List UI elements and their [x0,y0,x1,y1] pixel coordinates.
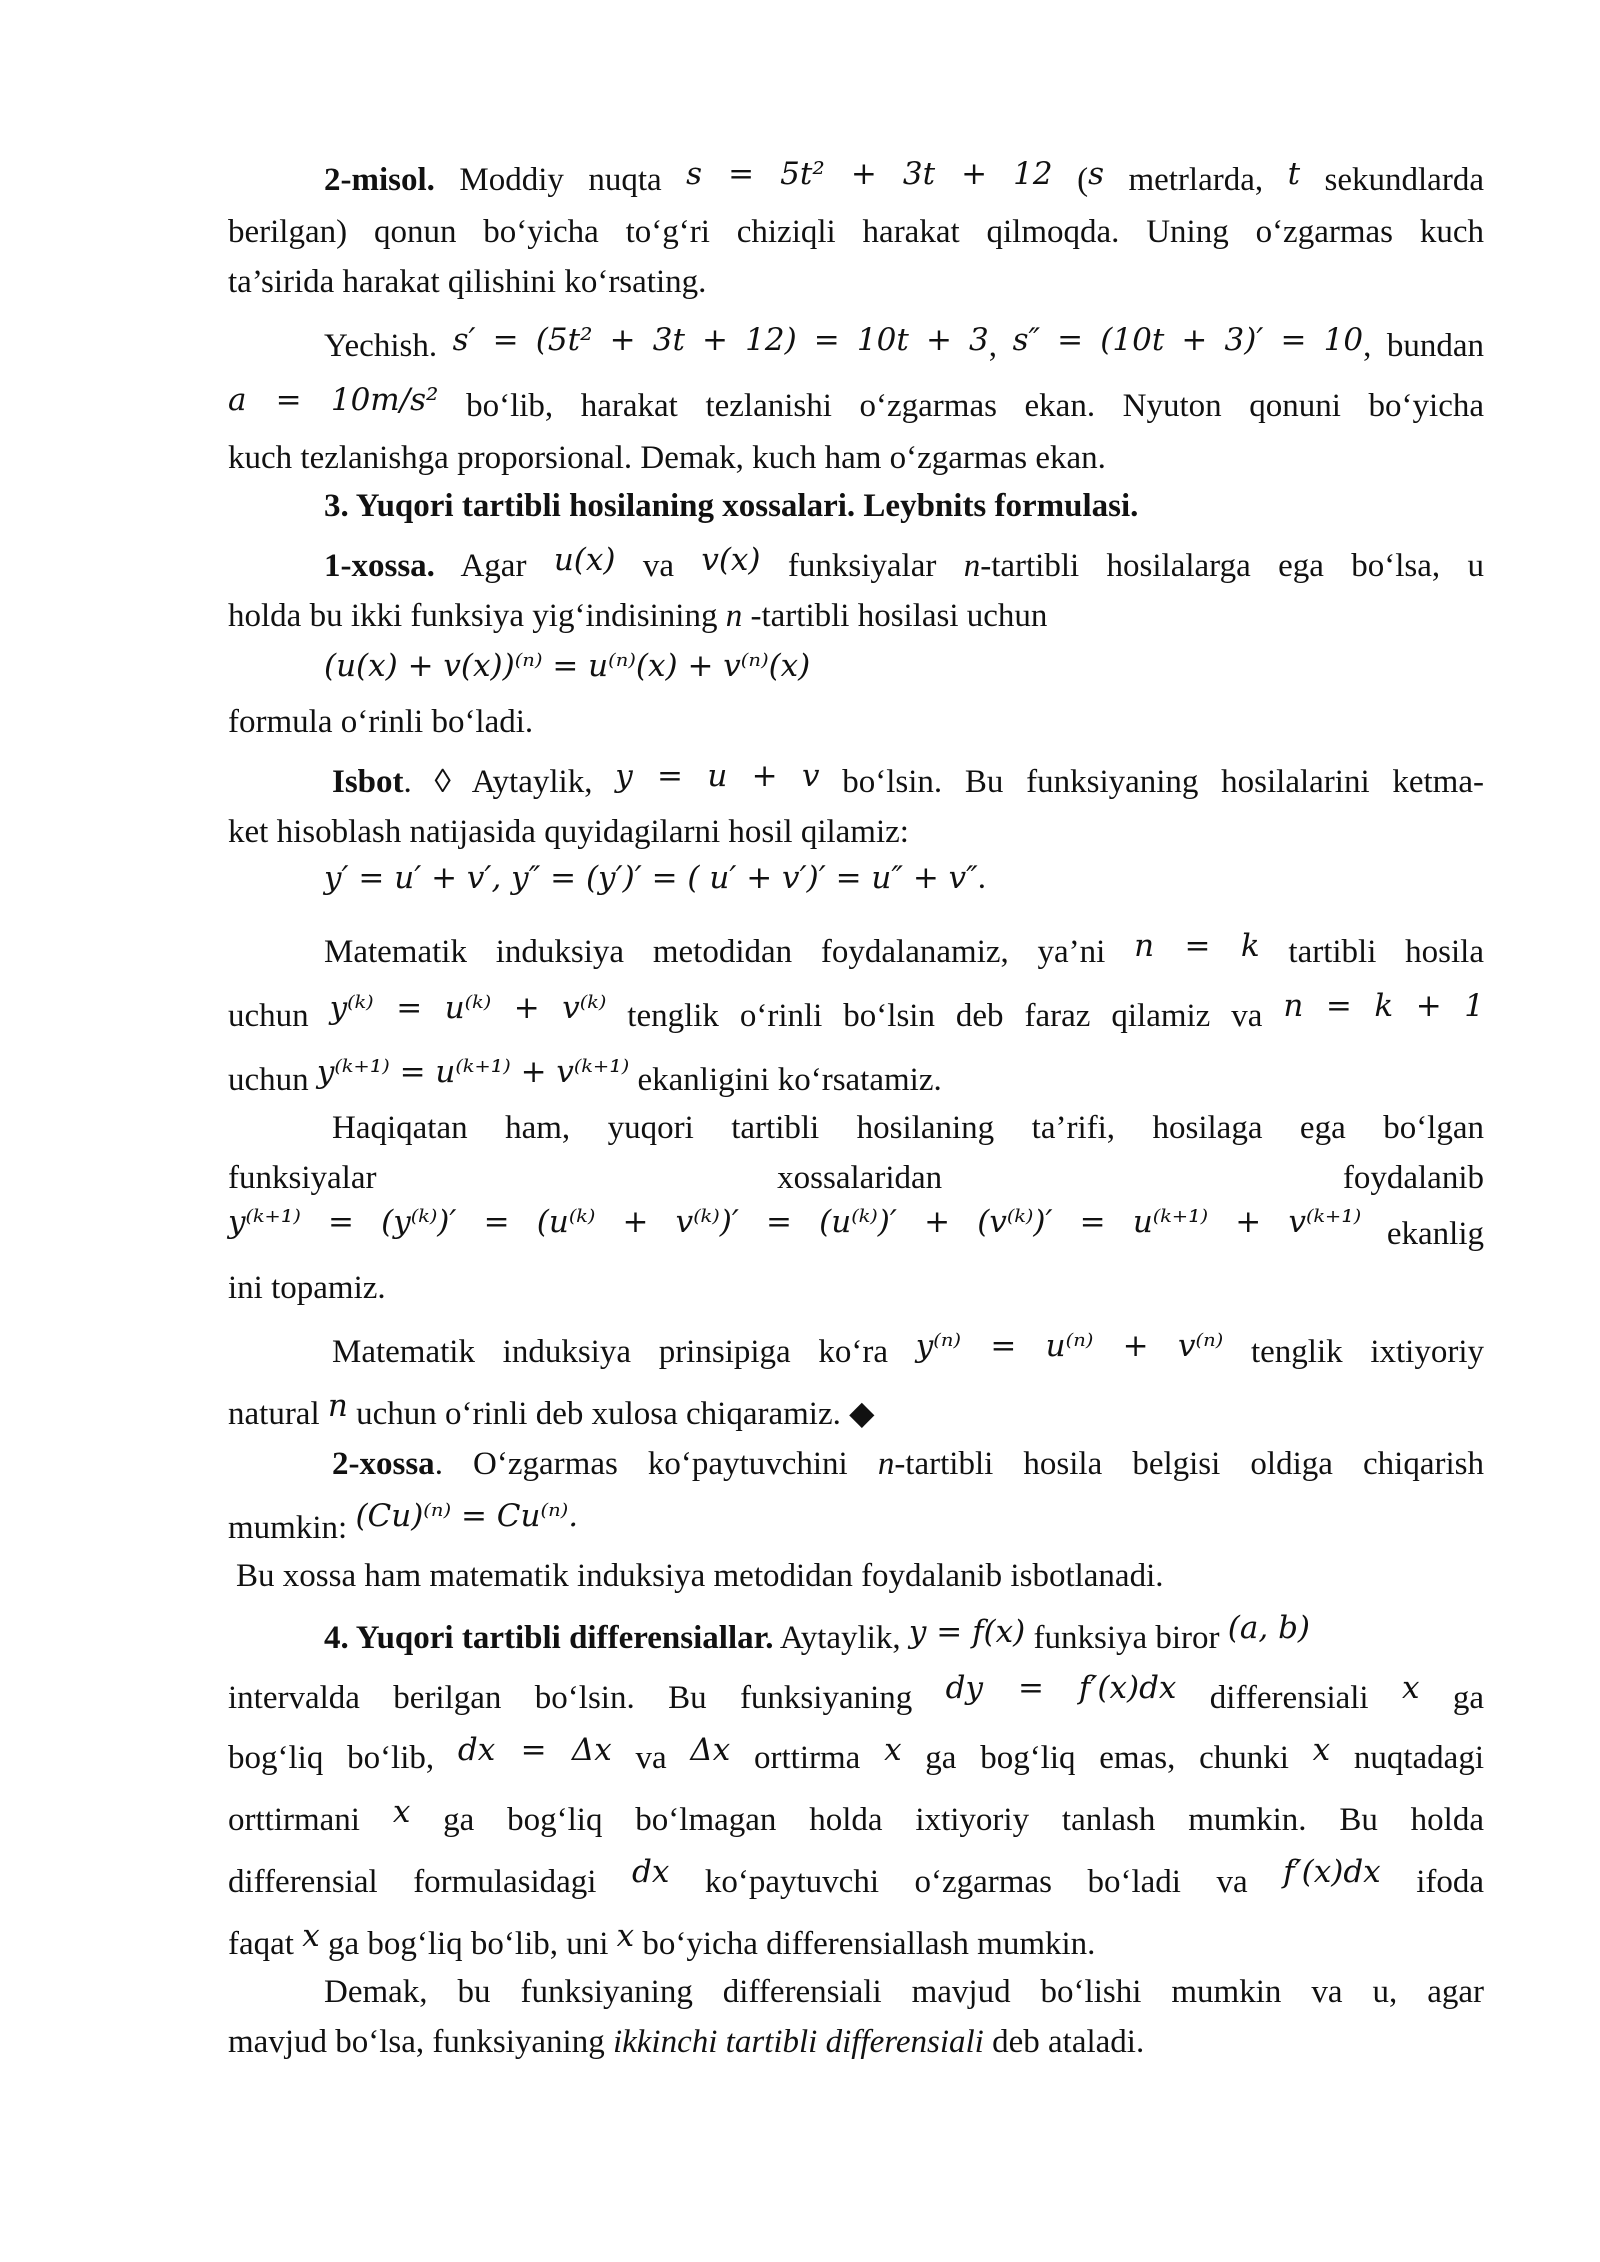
math-formula: y = f(x) [908,1614,1026,1650]
text-line [228,1972,1484,2012]
text-line [228,702,1484,742]
body-text: ko‘paytuvchi o‘zgarmas bo‘ladi va [669,1864,1284,1900]
text-line [228,1918,1484,1964]
body-text: Moddiy nuqta [434,162,687,198]
body-text: ga bog‘liq bo‘lmagan holda ixtiyoriy tanlash mumkin. Bu holda [410,1802,1484,1838]
body-text: mumkin: [228,1510,356,1546]
body-text: ini topamiz. [228,1270,386,1306]
body-text: . O‘zgarmas ko‘paytuvchini [434,1446,878,1482]
body-text: tenglik o‘rinli bo‘lsin deb faraz qilamiz va [606,998,1284,1034]
text-line [228,542,1484,586]
math-formula: v(x) [701,542,761,578]
math-formula: dx = Δx [457,1732,612,1768]
body-text: bo‘yicha differensiallash mumkin. [634,1926,1096,1962]
math-formula: y⁽ᵏ⁺¹⁾ = (y⁽ᵏ⁾)′ = (u⁽ᵏ⁾ + v⁽ᵏ⁾)′ = (u⁽ᵏ⁾)′ + (v⁽ᵏ⁾)′ = u⁽ᵏ⁺¹⁾ + v⁽ᵏ⁺¹⁾ [228,1204,1362,1240]
body-text: Bu xossa ham matematik induksiya metodidan foydalanib isbotlanadi. [236,1558,1164,1594]
bold-heading: 4. Yuqori tartibli differensiallar. [324,1620,774,1656]
body-text: funksiya biror [1025,1620,1228,1656]
text-line [228,322,1484,366]
body-text: Agar [434,548,554,584]
body-text: ta’sirida harakat qilishini ko‘rsating. [228,264,707,300]
body-text: Matematik induksiya metodidan foydalanamiz, ya’ni [324,934,1135,970]
body-text: holda bu ikki funksiya yig‘indisining [228,598,726,634]
body-text: ga bog‘liq bo‘lib, uni [319,1926,617,1962]
body-text: natural [228,1396,328,1432]
math-formula: s [1088,156,1104,192]
body-text: ifoda [1380,1864,1485,1900]
body-text: va [615,548,702,584]
math-formula: s″ = (10t + 3)′ = 10 [1012,322,1364,358]
math-formula: x [1401,1670,1420,1706]
math-formula: s′ = (5t² + 3t + 12) = 10t + 3 [452,322,989,358]
body-text: uchun [228,998,330,1034]
body-text: bo‘lsin. Bu funksiyaning hosilalarini ketma- [819,764,1484,800]
text-line [228,1388,1484,1434]
body-text: bog‘liq bo‘lib, [228,1740,458,1776]
body-text: tartibli hosila [1259,934,1484,970]
body-text: bo‘lib, harakat tezlanishi o‘zgarmas ekan. Nyuton qonuni bo‘yicha [438,388,1484,424]
text-line [228,1328,1484,1372]
math-formula: n = k + 1 [1283,988,1484,1024]
body-text: ga [1419,1680,1484,1716]
body-text: differensial formulasidagi [228,1864,633,1900]
body-text: faqat [228,1926,303,1962]
text-line [228,156,1484,200]
math-formula: (u(x) + v(x))⁽ⁿ⁾ = u⁽ⁿ⁾(x) + v⁽ⁿ⁾(x) [324,648,811,684]
text-line [228,988,1484,1036]
bold-heading: 1-xossa. [324,548,435,584]
text-line [228,1556,1484,1596]
text-line [228,1108,1484,1148]
body-text: nuqtadagi [1330,1740,1484,1776]
math-formula: y = u + v [615,758,820,794]
bold-heading: Isbot [332,764,404,800]
text-line [228,1732,1484,1778]
text-line [228,596,1484,636]
body-text: ekanligini ko‘rsatamiz. [629,1062,942,1098]
body-text: intervalda berilgan bo‘lsin. Bu funksiyaning [228,1680,946,1716]
body-text: -tartibli hosilasi uchun [742,598,1048,634]
text-line [228,262,1484,302]
body-text: funksiyalar [760,548,964,584]
body-text: Matematik induksiya prinsipiga ko‘ra [332,1334,916,1370]
body-text: tenglik ixtiyoriy [1223,1334,1484,1370]
text-line [228,382,1484,426]
text-line [228,646,1484,686]
math-formula: x [1312,1732,1331,1768]
body-text: va [611,1740,691,1776]
math-formula: dx [632,1854,670,1890]
text-line [228,1158,1484,1198]
italic-text: n [725,598,743,634]
italic-text: n [963,548,981,584]
bold-heading: 2-misol. [324,162,435,198]
italic-text: ikkinchi tartibli differensiali [612,2024,984,2060]
math-formula: t [1287,156,1301,192]
text-line [228,1794,1484,1840]
body-text: berilgan) qonun bo‘yicha to‘g‘ri chiziqli harakat qilmoqda. Uning o‘zgarmas kuch [228,214,1484,250]
body-text: ga bog‘liq emas, chunki [901,1740,1313,1776]
bold-heading: 3. Yuqori tartibli hosilaning xossalari. Leybnits formulasi. [324,488,1139,524]
body-text: orttirmani [228,1802,393,1838]
body-text: -tartibli hosila belgisi oldiga chiqarish [894,1446,1484,1482]
text-line [228,438,1484,478]
text-line [228,1204,1484,1254]
math-formula: y′ = u′ + v′, y″ = (y′)′ = ( u′ + v′)′ = u″ + v″ [324,860,978,896]
body-text: ket hisoblash natijasida quyidagilarni hosil qilamiz: [228,814,909,850]
body-text: uchun o‘rinli deb xulosa chiqaramiz. ◆ [347,1396,875,1432]
body-text: Demak, bu funksiyaning differensiali mavjud bo‘lishi mumkin va u, agar [324,1974,1484,2010]
text-line [228,212,1484,252]
math-formula: y⁽ⁿ⁾ = u⁽ⁿ⁾ + v⁽ⁿ⁾ [915,1328,1224,1364]
text-line [228,812,1484,852]
body-text: , bundan [1363,328,1484,364]
body-text: sekundlarda [1300,162,1484,198]
text-line [228,928,1484,972]
body-text: uchun [228,1062,317,1098]
body-text: Haqiqatan ham, yuqori tartibli hosilaning ta’rifi, hosilaga ega bo‘lgan [332,1110,1484,1146]
math-formula: x [392,1794,411,1830]
body-text: -tartibli hosilalarga ega bo‘lsa, u [980,548,1484,584]
body-text: kuch tezlanishga proporsional. Demak, kuch ham o‘zgarmas ekan. [228,440,1106,476]
body-text: ekanlig [1361,1216,1484,1252]
math-formula: n [327,1388,348,1424]
text-line [228,1268,1484,1308]
math-formula: (a, b) [1227,1610,1311,1646]
math-formula: x [616,1918,635,1954]
text-line [228,2022,1484,2062]
body-text: deb ataladi. [983,2024,1145,2060]
text-line [228,1054,1484,1100]
text-line [228,1498,1484,1548]
body-text: Yechish. [324,328,453,364]
text-line [228,1854,1485,1902]
math-formula: Δx [690,1732,731,1768]
body-text: funksiyalar xossalaridan foydalanib [228,1160,1484,1196]
text-line [228,1444,1484,1484]
body-text: orttirma [730,1740,885,1776]
math-formula: a = 10m/s² [228,382,439,418]
math-formula: x [302,1918,320,1954]
math-formula: y⁽ᵏ⁾ = u⁽ᵏ⁾ + v⁽ᵏ⁾ [329,990,607,1026]
text-line [228,1610,1484,1658]
text-line [228,486,1484,526]
math-formula: (Cu)⁽ⁿ⁾ = Cu⁽ⁿ⁾. [355,1498,579,1534]
body-text: formula o‘rinli bo‘ladi. [228,704,534,740]
math-formula: u(x) [553,542,616,578]
body-text: , [988,328,1013,364]
body-text: mavjud bo‘lsa, funksiyaning [228,2024,613,2060]
body-text: . ◊ Aytaylik, [403,764,616,800]
body-text: metrlarda, [1103,162,1288,198]
math-formula: x [884,1732,902,1768]
math-formula: y⁽ᵏ⁺¹⁾ = u⁽ᵏ⁺¹⁾ + v⁽ᵏ⁺¹⁾ [316,1054,630,1090]
bold-heading: 2-xossa [332,1446,435,1482]
math-formula: n = k [1134,928,1260,964]
math-formula: dy = f′(x)dx [945,1670,1177,1706]
italic-text: n [877,1446,895,1482]
body-text: Aytaylik, [773,1620,909,1656]
body-text: differensiali [1176,1680,1402,1716]
text-line [228,1670,1484,1718]
text-line [228,858,1484,898]
math-formula: f′(x)dx [1283,1854,1381,1890]
body-text: ( [1052,162,1089,198]
text-line [228,758,1484,802]
math-formula: s = 5t² + 3t + 12 [686,156,1053,192]
body-text: . [977,860,986,896]
